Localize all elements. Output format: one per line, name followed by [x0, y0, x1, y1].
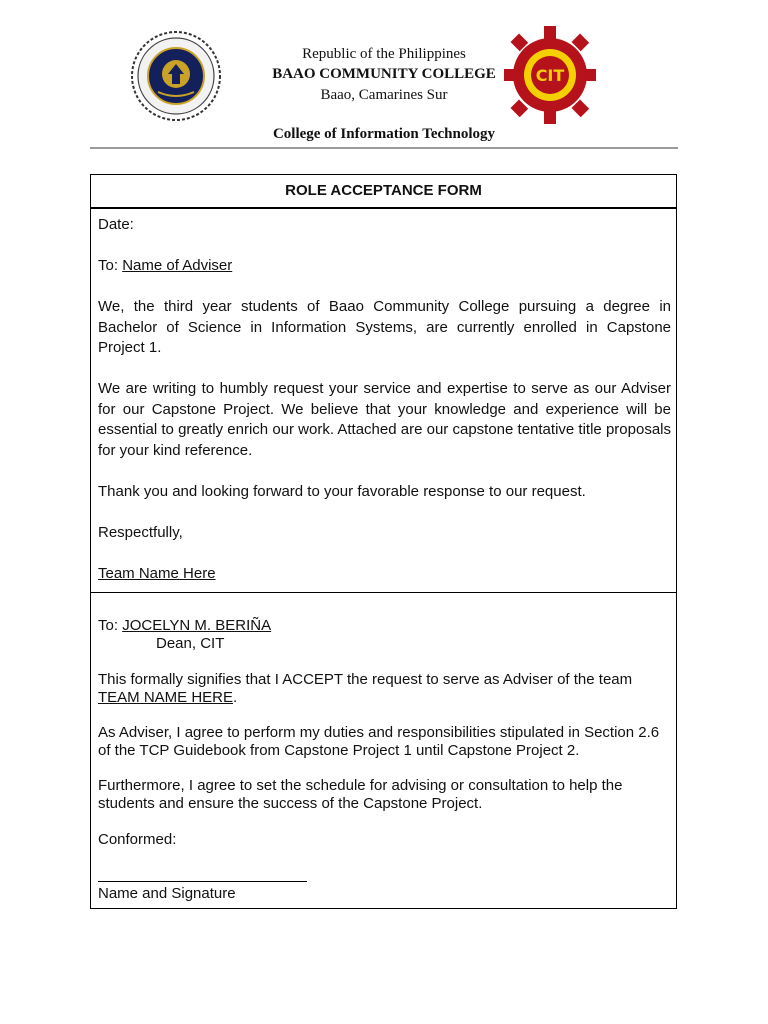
adviser-name-field: Name of Adviser — [122, 257, 233, 274]
to-adviser-line — [98, 256, 671, 277]
conformed-label: Conformed: — [98, 831, 177, 848]
schedule-paragraph: Furthermore, I agree to set the schedule for advising or consultation to help the students and ensure the success of the Capstone Project. — [98, 777, 623, 812]
header-address: Baao, Camarines Sur — [320, 87, 448, 103]
college-of-information-technology-logo — [504, 26, 596, 124]
role-acceptance-form — [90, 174, 677, 909]
form-title: ROLE ACCEPTANCE FORM — [91, 175, 676, 209]
header-college-name: BAAO COMMUNITY COLLEGE — [272, 66, 496, 82]
signature-line — [98, 881, 307, 882]
header-republic-line: Republic of the Philippines — [302, 46, 466, 62]
svg-text:CIT: CIT — [535, 66, 565, 85]
document-header — [90, 24, 678, 150]
section-divider — [91, 592, 676, 593]
acceptance-paragraph — [98, 671, 673, 707]
dean-name: JOCELYN M. BERIÑA — [122, 617, 272, 634]
request-paragraph: We are writing to humbly request your service and expertise to serve as our Adviser for our Capstone Project. We believe that your knowledge and experience will be essential to greatly enrich our work. Attached are our capstone tentative title proposals for your kind reference. — [98, 380, 671, 459]
intro-paragraph: We, the third year students of Baao Community College pursuing a degree in Bachelor of Science in Information Systems, are currently enrolled in Capstone Project 1. — [98, 298, 671, 356]
to-dean-line — [98, 617, 673, 635]
acceptance-end: . — [233, 689, 238, 706]
signature-label: Name and Signature — [98, 885, 236, 902]
acceptance-text: This formally signifies that I ACCEPT the request to serve as Adviser of the team — [98, 671, 633, 688]
header-department: College of Information Technology — [272, 126, 496, 142]
date-label: Date: — [98, 216, 134, 233]
header-divider — [90, 147, 678, 149]
duties-paragraph: As Adviser, I agree to perform my duties and responsibilities stipulated in Section 2.6 of the TCP Guidebook from Capstone Project 1 until Capstone Project 2. — [98, 724, 660, 759]
to-label: To: — [98, 257, 119, 274]
dean-title: Dean, CIT — [156, 635, 225, 652]
team-name-placeholder: TEAM NAME HERE — [98, 689, 234, 706]
thanks-paragraph: Thank you and looking forward to your favorable response to our request. — [98, 483, 586, 500]
closing-text: Respectfully, — [98, 524, 183, 541]
team-name-field: Team Name Here — [98, 565, 216, 582]
to-label-dean: To: — [98, 617, 119, 634]
